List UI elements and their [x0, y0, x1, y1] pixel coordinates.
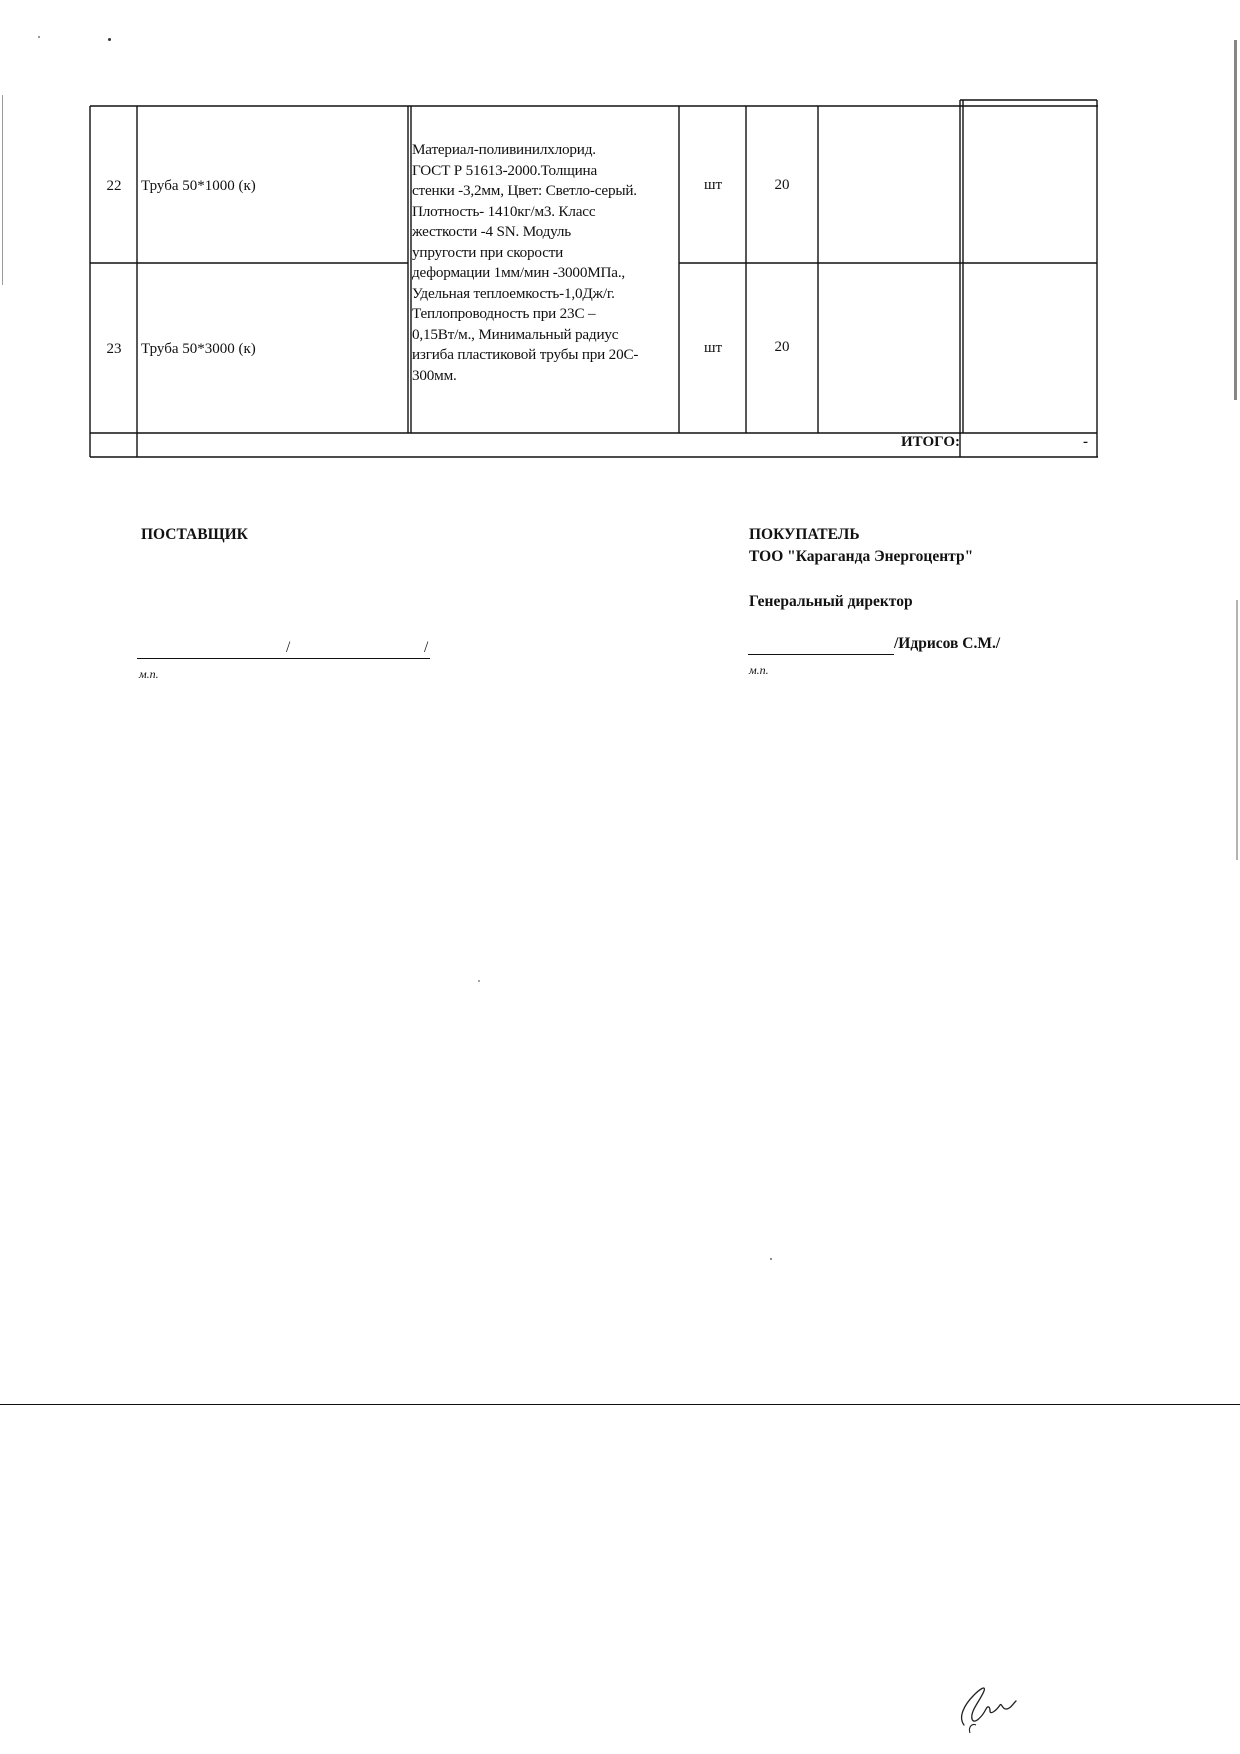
- description-line: 0,15Вт/м., Минимальный радиус: [412, 325, 619, 343]
- buyer-position: Генеральный директор: [749, 593, 913, 610]
- description-line: деформации 1мм/мин -3000МПа.,: [412, 264, 626, 281]
- description-line: стенки -3,2мм, Цвет: Светло-серый.: [412, 182, 637, 199]
- description-line: ГОСТ Р 51613-2000.Толщина: [412, 161, 597, 179]
- total-label: ИТОГО:: [901, 434, 960, 450]
- supplier-heading: ПОСТАВЩИК: [141, 526, 248, 543]
- scan-speck: [478, 980, 480, 982]
- row-22-unit: шт: [703, 177, 723, 193]
- buyer-signature-line: [748, 654, 894, 655]
- specification-description: [412, 140, 680, 386]
- description-line: Теплопроводность при 23С –: [412, 305, 596, 322]
- scan-edge-right-2: [1236, 600, 1238, 860]
- supplier-stamp-label: м.п.: [139, 667, 159, 681]
- row-23-unit: шт: [703, 340, 723, 356]
- description-line: упругости при скорости: [412, 243, 564, 261]
- description-line: Материал-поливинилхлорид.: [412, 141, 596, 158]
- description-line: 300мм.: [412, 366, 457, 384]
- row-23-quantity: 20: [774, 339, 790, 355]
- total-value: -: [1083, 434, 1088, 450]
- scan-speck: [108, 38, 111, 41]
- supplier-signature-separator-2: /: [424, 639, 429, 656]
- handwritten-initials: [950, 1665, 1030, 1735]
- description-line: Удельная теплоемкость-1,0Дж/г.: [412, 284, 615, 302]
- description-line: изгиба пластиковой трубы при 20С-: [412, 346, 639, 363]
- row-22-number: 22: [106, 178, 122, 194]
- buyer-stamp-label: м.п.: [749, 663, 769, 677]
- row-23-name: Труба 50*3000 (к): [141, 341, 256, 357]
- buyer-signature-name: /Идрисов С.М./: [894, 635, 1001, 652]
- row-22-name: Труба 50*1000 (к): [141, 178, 256, 194]
- supplier-signature-separator-1: /: [286, 639, 291, 656]
- row-22-quantity: 20: [774, 177, 790, 193]
- description-line: Плотность- 1410кг/м3. Класс: [412, 202, 596, 220]
- description-line: жесткости -4 SN. Модуль: [412, 223, 571, 240]
- supplier-signature-line: [137, 658, 430, 659]
- scan-speck: [38, 36, 40, 38]
- scan-speck: [770, 1258, 772, 1260]
- page-divider: [0, 1404, 1240, 1405]
- buyer-heading: ПОКУПАТЕЛЬ: [749, 526, 860, 543]
- buyer-company: ТОО "Караганда Энергоцентр": [749, 548, 974, 565]
- row-23-number: 23: [106, 341, 122, 357]
